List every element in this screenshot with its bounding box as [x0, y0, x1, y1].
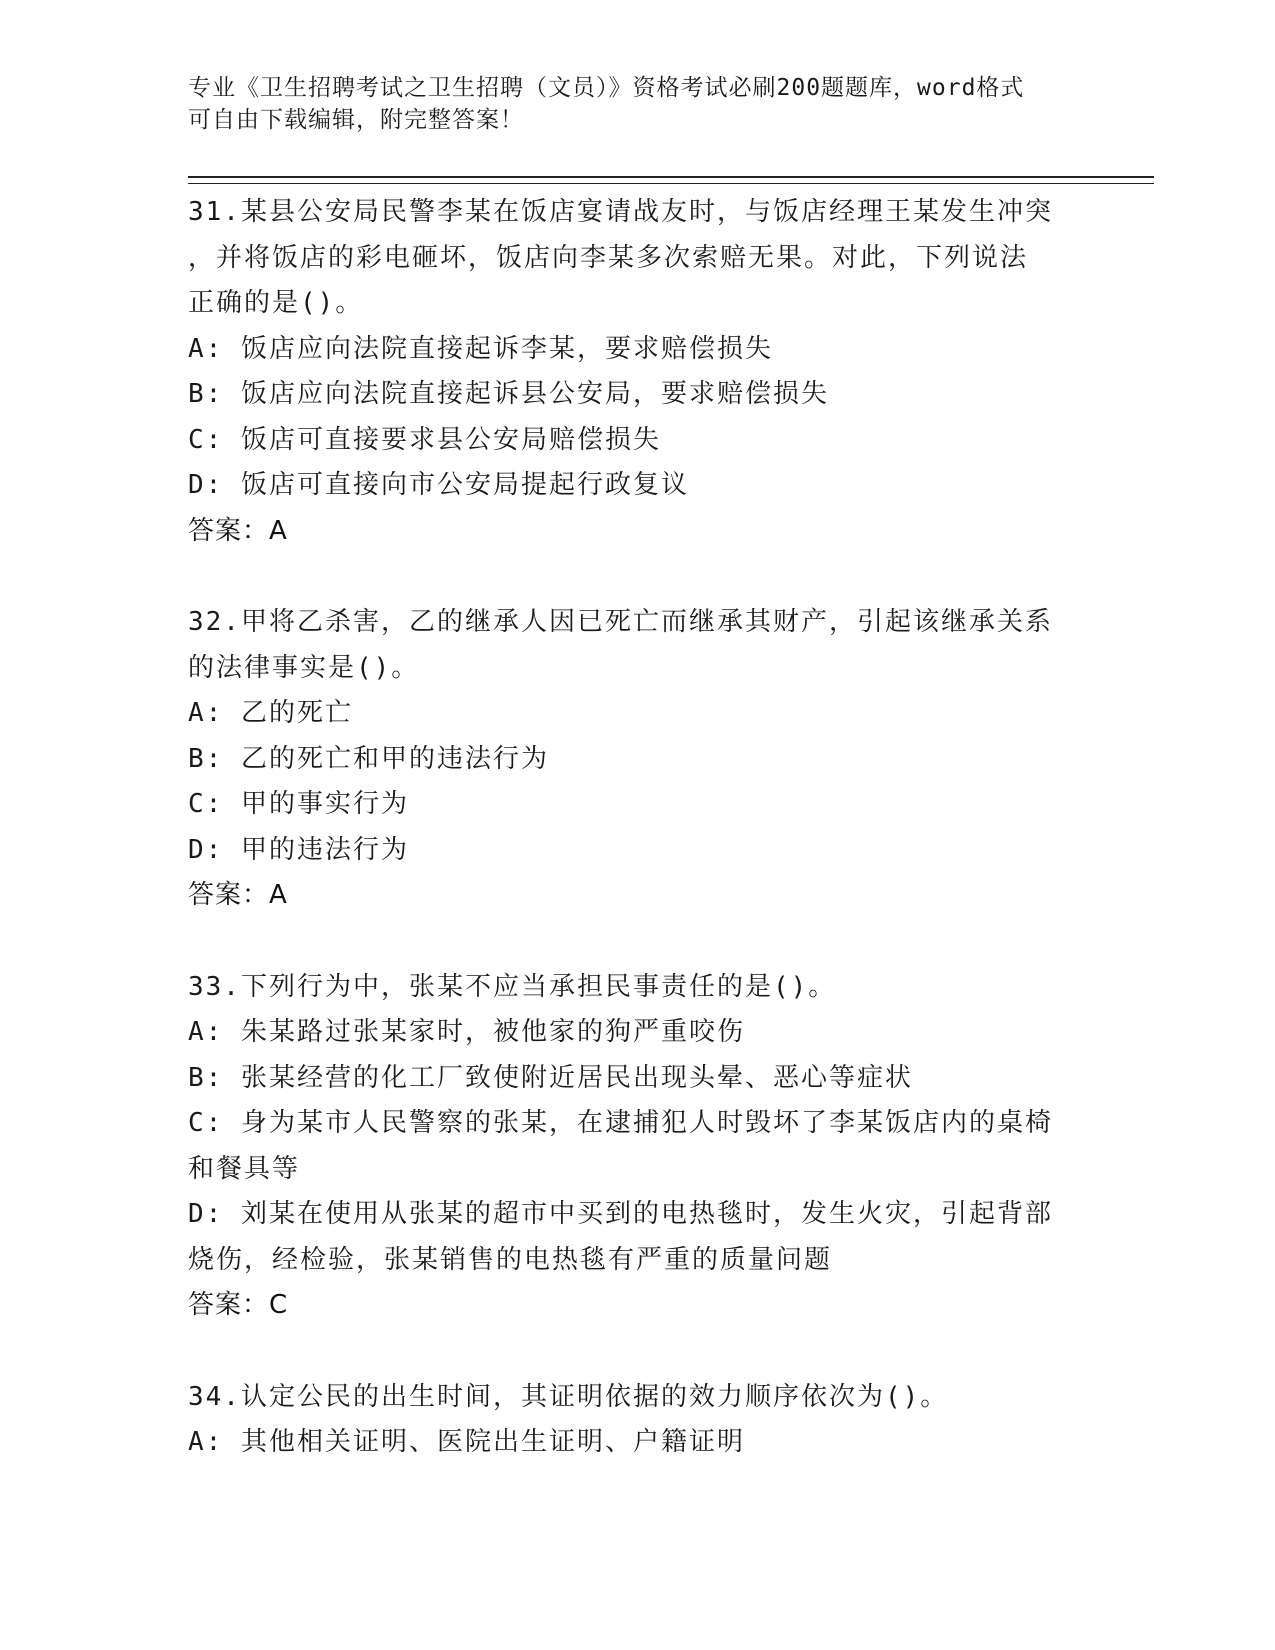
option-c: C: 甲的事实行为	[188, 789, 409, 819]
option-c: C: 饭店可直接要求县公安局赔偿损失	[188, 424, 661, 455]
option-a: A: 饭店应向法院直接起诉李某，要求赔偿损失	[188, 333, 773, 364]
question-33	[188, 965, 1088, 1329]
option-b: B: 乙的死亡和甲的违法行为	[188, 743, 549, 774]
option-a: A: 乙的死亡	[188, 698, 353, 728]
option-b: B: 张某经营的化工厂致使附近居民出现头晕、恶心等症状	[188, 1062, 913, 1093]
header-line-2: 可自由下载编辑，附完整答案！	[188, 107, 524, 133]
option-c-continued: 和餐具等	[188, 1153, 301, 1184]
option-d-continued: 烧伤，经检验，张某销售的电热毯有严重的质量问题	[188, 1244, 833, 1275]
question-32	[188, 600, 1088, 919]
header-line-1: 专业《卫生招聘考试之卫生招聘（文员）》资格考试必刷200题题库，word格式	[188, 75, 1025, 101]
question-stem: 31.某县公安局民警李某在饭店宴请战友时，与饭店经理王某发生冲突	[188, 197, 1053, 227]
question-stem: ，并将饭店的彩电砸坏，饭店向李某多次索赔无果。对此，下列说法	[188, 242, 1029, 273]
question-34	[188, 1375, 1088, 1466]
answer-line: 答案：A	[188, 880, 288, 910]
option-a: A: 朱某路过张某家时，被他家的狗严重咬伤	[188, 1017, 745, 1047]
question-stem: 34.认定公民的出生时间，其证明依据的效力顺序依次为()。	[188, 1381, 949, 1412]
option-a: A: 其他相关证明、医院出生证明、户籍证明	[188, 1427, 745, 1457]
option-d: D: 甲的违法行为	[188, 834, 409, 865]
header-divider-thick	[188, 176, 1154, 178]
option-d: D: 刘某在使用从张某的超市中买到的电热毯时，发生火灾，引起背部	[188, 1199, 1053, 1229]
option-d: D: 饭店可直接向市公安局提起行政复议	[188, 470, 689, 500]
option-c: C: 身为某市人民警察的张某，在逮捕犯人时毁坏了李某饭店内的桌椅	[188, 1108, 1053, 1138]
document-header	[188, 72, 1088, 136]
question-stem: 的法律事实是()。	[188, 652, 420, 683]
question-stem: 32.甲将乙杀害，乙的继承人因已死亡而继承其财产，引起该继承关系	[188, 607, 1053, 637]
answer-line: 答案：A	[188, 515, 288, 546]
question-31	[188, 190, 1088, 554]
option-b: B: 饭店应向法院直接起诉县公安局，要求赔偿损失	[188, 379, 829, 409]
question-stem: 正确的是()。	[188, 288, 364, 318]
header-divider-thin	[188, 183, 1154, 184]
question-stem: 33.下列行为中，张某不应当承担民事责任的是()。	[188, 971, 837, 1002]
answer-line: 答案：C	[188, 1290, 289, 1320]
question-list	[188, 190, 1088, 1512]
